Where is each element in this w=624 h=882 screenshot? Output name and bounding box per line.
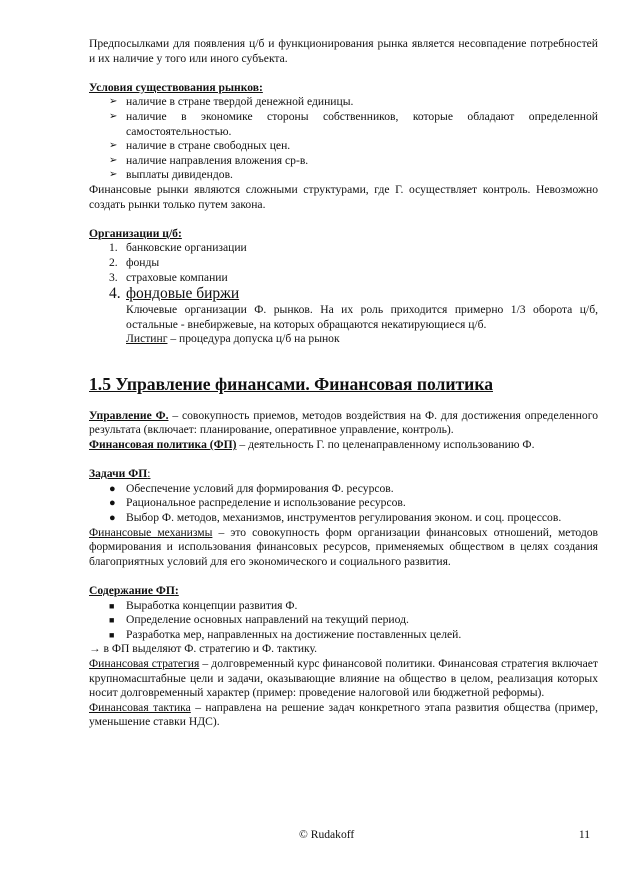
round-bullet-icon: ● (109, 497, 116, 510)
content-list (89, 599, 598, 643)
square-bullet-icon: ■ (109, 629, 115, 640)
strategy-definition: Финансовая стратегия – долговременный курс финансовой политики. Финансовая стратегия включает крупномасштабные цели и задачи, оказывающие влияние на общество в целом, реализация которых носит долговременный характер (пример: проведение налоговой или бюджетной реформы). (89, 656, 598, 700)
tasks-heading: Задачи ФП: (89, 467, 151, 481)
list-item: ● Рациональное распределение и использование ресурсов. (109, 496, 406, 510)
round-bullet-icon: ● (109, 482, 116, 495)
management-definition: Управление Ф. – совокупность приемов, методов воздействия на Ф. для достижения определенного результата (включает: планирование, оперативное управление, контроль). (89, 408, 598, 437)
listing-definition: Листинг – процедура допуска ц/б на рынок (126, 332, 340, 346)
list-item: ● Выбор Ф. методов, механизмов, инструментов регулирования эконом. и соц. процессов. (109, 511, 562, 525)
tactics-term: Финансовая тактика (89, 700, 191, 714)
list-item: ● Обеспечение условий для формирования Ф. ресурсов. (109, 481, 394, 495)
arrowhead-bullet-icon: ➢ (109, 140, 118, 152)
copyright: © Rudakoff (299, 828, 355, 841)
conditions-list (89, 95, 598, 183)
square-bullet-icon: ■ (109, 615, 115, 626)
arrowhead-bullet-icon: ➢ (109, 169, 118, 181)
arrowhead-bullet-icon: ➢ (109, 154, 118, 166)
mechanisms-term: Финансовые механизмы (89, 525, 213, 539)
content-heading: Содержание ФП: (89, 584, 179, 597)
tactics-definition: Финансовая тактика – направлена на решение задач конкретного этапа развития общества (пример, уменьшение ставки НДС). (89, 700, 598, 729)
spacer (89, 453, 598, 468)
list-item: ➢ наличие в стране твердой денежной единицы. (109, 95, 354, 109)
list-item: 3. страховые компании (109, 270, 228, 284)
tasks-list (89, 482, 598, 526)
strategy-tactics-line: → в ФП выделяют Ф. стратегию и Ф. тактику. (89, 642, 318, 656)
management-term: Управление Ф. (89, 408, 169, 422)
list-item: ➢ наличие в стране свободных цен. (109, 139, 291, 153)
policy-definition: Финансовая политика (ФП) – деятельность Г. по целенаправленному использованию Ф. (89, 438, 535, 452)
listing-term: Листинг (126, 332, 168, 346)
page-number: 11 (578, 828, 590, 841)
document-page (89, 37, 598, 730)
mechanisms-definition: Финансовые механизмы – это совокупность форм организации финансовых отношений, методов формирования и использования финансовых ресурсов, применяемых обществом в целях создания благоприятных условий для его экономического и социального развития. (89, 525, 598, 568)
arrowhead-bullet-icon: ➢ (109, 96, 118, 108)
arrowhead-bullet-icon: ➢ (109, 110, 118, 122)
list-item: ■ Определение основных направлений на текущий период. (109, 613, 409, 627)
intro-paragraph: Предпосылками для появления ц/б и функционирования рынка является несовпадение потребностей и их наличие у того или иного субъекта. (89, 37, 598, 65)
spacer (89, 569, 598, 584)
exchange-note: Ключевые организации Ф. рынков. На их роль приходится примерно 1/3 оборота ц/б, остальные - внебиржевые, на которых обращаются некатирующиеся ц/б. (126, 303, 598, 331)
list-item: 4. фондовые биржи (109, 285, 240, 303)
conditions-heading: Условия существования рынков: (89, 80, 263, 94)
list-item: 1. банковские организации (109, 241, 247, 255)
strategy-term: Финансовая стратегия (89, 656, 200, 670)
list-item: ➢ выплаты дивидендов. (109, 168, 233, 182)
round-bullet-icon: ● (109, 512, 116, 525)
list-item: ➢ наличие в экономике стороны собственников, которые обладают определенной самостоятельностью. (109, 109, 598, 138)
list-item: ➢ наличие направления вложения ср-в. (109, 153, 309, 167)
section-title: 1.5 Управление финансами. Финансовая политика (89, 373, 493, 394)
organizations-list (89, 241, 598, 303)
markets-note: Финансовые рынки являются сложными структурами, где Г. осуществляет контроль. Невозможно создать рынки только путем закона. (89, 182, 598, 211)
spacer (89, 66, 598, 81)
list-item: ■ Разработка мер, направленных на достижение поставленных целей. (109, 627, 462, 641)
list-item: ■ Выработка концепции развития Ф. (109, 598, 298, 612)
policy-term: Финансовая политика (ФП) (89, 438, 237, 452)
square-bullet-icon: ■ (109, 600, 115, 611)
organizations-heading: Организации ц/б: (89, 226, 182, 240)
spacer (89, 212, 598, 227)
list-item: 2. фонды (109, 255, 160, 269)
